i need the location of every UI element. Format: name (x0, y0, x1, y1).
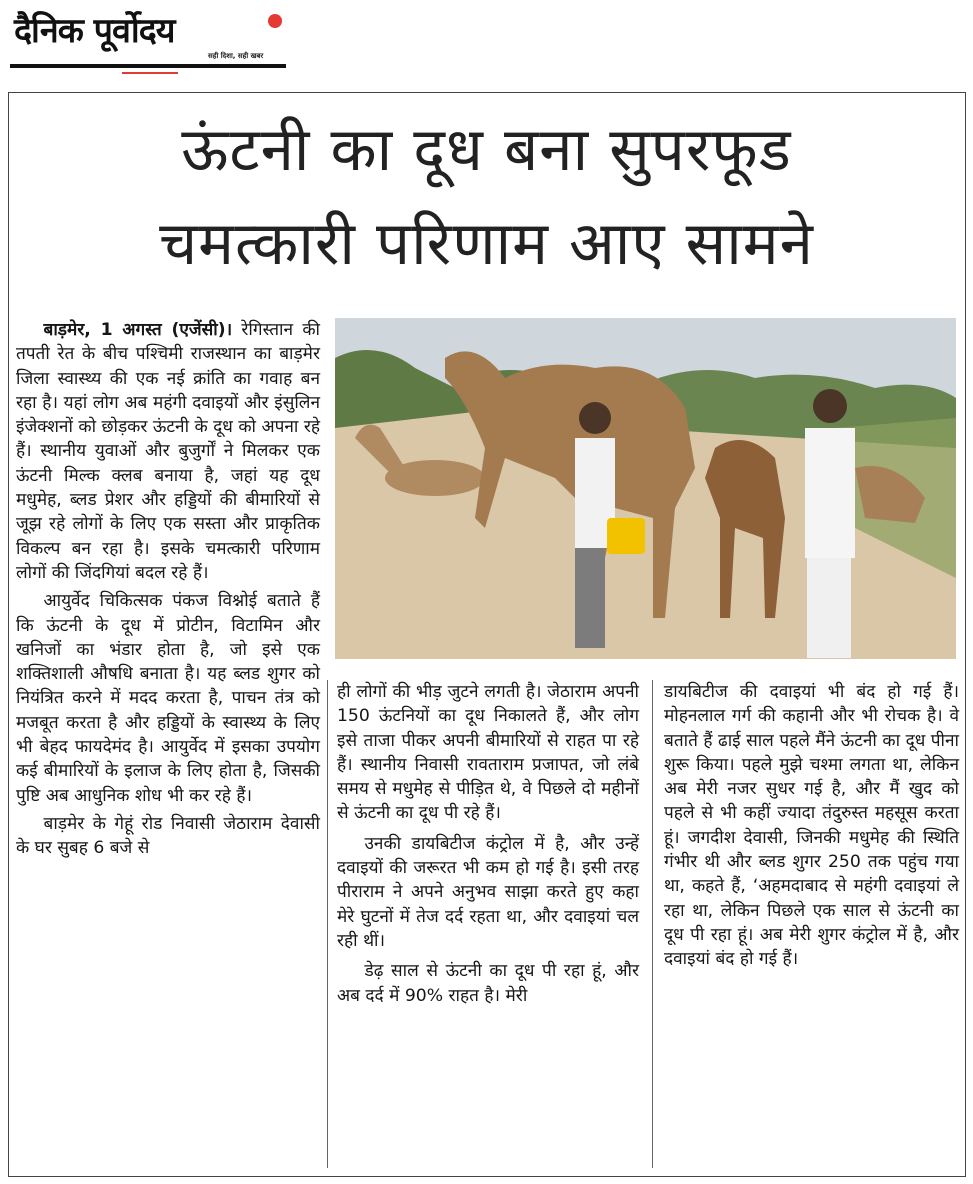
article-column-3 (664, 680, 959, 972)
article-column-1 (16, 318, 320, 861)
masthead-red-line (122, 72, 178, 74)
column-divider (327, 680, 328, 1168)
logo-dot-icon (268, 14, 282, 28)
masthead (10, 6, 290, 72)
paragraph: ही लोगों की भीड़ जुटने लगती है। जेठाराम अपनी 150 ऊंटनियों का दूध निकालते हैं, और लोग इसे ताजा पीकर अपनी बीमारियों से राहत पा रहे हैं। स्थानीय निवासी रावताराम प्रजापत, जो लंबे समय से मधुमेह से पीड़ित थे, वे पिछले दो महीनों से ऊंटनी का दूध पी रहे हैं। (337, 682, 639, 824)
dateline: बाड़मेर, 1 अगस्त (एजेंसी)। (43, 320, 233, 340)
masthead-rule (10, 64, 286, 68)
headline-line-1: ऊंटनी का दूध बना सुपरफूड (181, 115, 792, 185)
paragraph: डेढ़ साल से ऊंटनी का दूध पी रहा हूं, और अब दर्द में 90% राहत है। मेरी (337, 961, 639, 1006)
article-column-2 (337, 680, 639, 1008)
column-divider (652, 680, 653, 1168)
paragraph: बाड़मेर के गेहूं रोड निवासी जेठाराम देवासी के घर सुबह 6 बजे से (16, 813, 320, 859)
paragraph: उनकी डायबिटीज कंट्रोल में है, और उन्हें दवाइयों की जरूरत भी कम हो गई है। इसी तरह पीराराम ने अपने अनुभव साझा करते हुए कहा मेरे घुटनों में तेज दर्द रहता था, और दवाइयां चल रही थीं। (337, 833, 639, 951)
newspaper-tagline: सही दिशा, सही खबर (208, 52, 264, 60)
paragraph: डायबिटीज की दवाइयां भी बंद हो गई हैं। मोहनलाल गर्ग की कहानी और भी रोचक है। वे बताते हैं ढाई साल पहले मैंने ऊंटनी का दूध पीना शुरू किया। पहले मुझे चश्मा लगता था, लेकिन अब मेरी नजर सुधर गई है, और मैं खुद को पहले से भी कहीं ज्यादा तंदुरुस्त महसूस करता हूं। जगदीश देवासी, जिनकी मधुमेह की स्थिति गंभीर थी और ब्लड शुगर 250 तक पहुंच गया था, कहते हैं, ‘अहमदाबाद से महंगी दवाइयां ले रहा था, लेकिन पिछले एक साल से ऊंटनी का दूध पी रहा हूं। अब मेरी शुगर कंट्रोल में है, और दवाइयां बंद हो गई हैं। (664, 682, 959, 970)
article-photo-camels (335, 318, 956, 659)
newspaper-name: दैनिक पूर्वोदय (14, 11, 175, 51)
headline-line-2: चमत्कारी परिणाम आए सामने (159, 209, 814, 279)
paragraph: आयुर्वेद चिकित्सक पंकज विश्नोई बताते हैं कि ऊंटनी के दूध में प्रोटीन, विटामिन और खनिजों का भंडार होता है, जो इसे एक शक्तिशाली औषधि बनाता है। यह ब्लड शुगर को नियंत्रित करने में मदद करता है, पाचन तंत्र को मजबूत करता है और हड्डियों के स्वास्थ्य के लिए भी बेहद फायदेमंद है। आयुर्वेद में इसका उपयोग कई बीमारियों के इलाज के लिए होता है, जिसकी पुष्टि अब आधुनिक शोध भी कर रहे हैं। (16, 591, 320, 806)
paragraph: रेगिस्तान की तपती रेत के बीच पश्चिमी राजस्थान का बाड़मेर जिला स्वास्थ्य की एक नई क्रांति का गवाह बन रहा है। यहां लोग अब महंगी दवाइयों और इंसुलिन इंजेक्शनों को छोड़कर ऊंटनी के दूध को अपना रहे हैं। स्थानीय युवाओं और बुजुर्गों ने मिलकर एक ऊंटनी मिल्क क्लब बनाया है, जहां यह दूध मधुमेह, ब्लड प्रेशर और हड्डियों की बीमारियों से जूझ रहे लोगों के लिए एक सस्ता और प्राकृतिक विकल्प बन रहा है। इसके चमत्कारी परिणाम लोगों की जिंदगियां बदल रहे हैं। (16, 320, 320, 583)
